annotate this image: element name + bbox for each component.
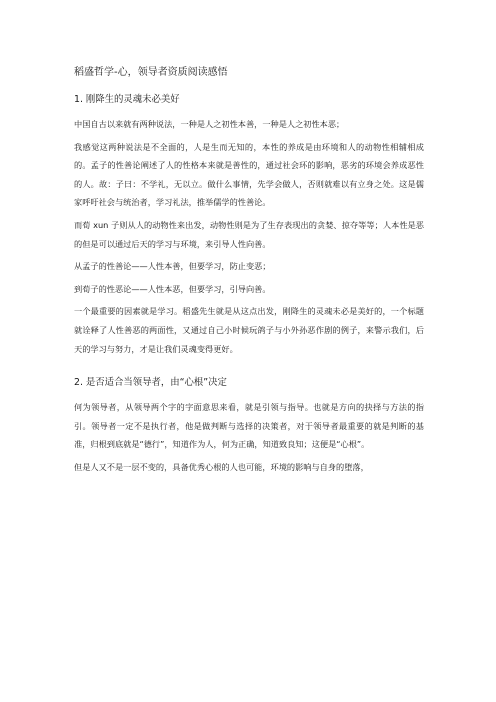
- section-2-paragraph-2: 但是人又不是一层不变的，具备优秀心根的人也可能，环境的影响与自身的堕落，: [74, 461, 369, 472]
- section-1-paragraph-5: 到荀子的性恶论——人性本恶，但要学习，引导向善。: [74, 283, 271, 294]
- document-title: 稻盛哲学-心，领导者资质阅读感悟: [74, 67, 228, 78]
- section-1-paragraph-2: 我感觉这两种说法是不全面的，人是生而无知的，本性的养成是由环境和人的动物性相辅相成的。孟子的性善论阐述了人的性格本来就是善性的，通过社会环的影响，恶劣的环境会养成恶性的人。故：子曰：不学礼，无以立。做什么事情，先学会做人，否则就难以有立身之处。这是儒家呼吁社会与统治者，学习礼法，推举儒学的性善论。: [74, 141, 424, 208]
- section-1-paragraph-4: 从孟子的性善论——人性本善，但要学习，防止变恶；: [74, 261, 271, 272]
- section-spacer: [74, 362, 424, 376]
- section-1-heading: 1. 刚降生的灵魂未必美好: [74, 94, 180, 105]
- section-2-heading: 2. 是否适合当领导者，由“心根”决定: [74, 377, 227, 389]
- section-1-paragraph-3: 而荀 xun 子则从人的动物性来出发，动物性则是为了生存表现出的贪婪、掠夺等等；人本性是恶的但是可以通过后天的学习与环境，来引导人性向善。: [74, 219, 424, 249]
- section-1-paragraph-1: 中国自古以来就有两种说法，一种是人之初性本善，一种是人之初性本恶；: [74, 119, 345, 129]
- section-2-paragraph-1: 何为领导者，从领导两个字的字面意思来看，就是引领与指导。也就是方向的抉择与方法的指引。领导者一定不是执行者，他是做判断与选择的决策者，对于领导者最重要的就是判断的基准，归根到底就是“德行”，知道作为人，何为正确，知道致良知；这便是“心根”。: [74, 402, 424, 450]
- document-page: [74, 66, 424, 481]
- section-1-paragraph-6: 一个最重要的因素就是学习。稻盛先生就是从这点出发，刚降生的灵魂未必是美好的，一个标题就诠释了人性善恶的两面性，又通过自己小时候玩鸽子与小外孙恶作剧的例子，来警示我们，后天的学习与努力，才是让我们灵魂变得更好。: [74, 306, 424, 354]
